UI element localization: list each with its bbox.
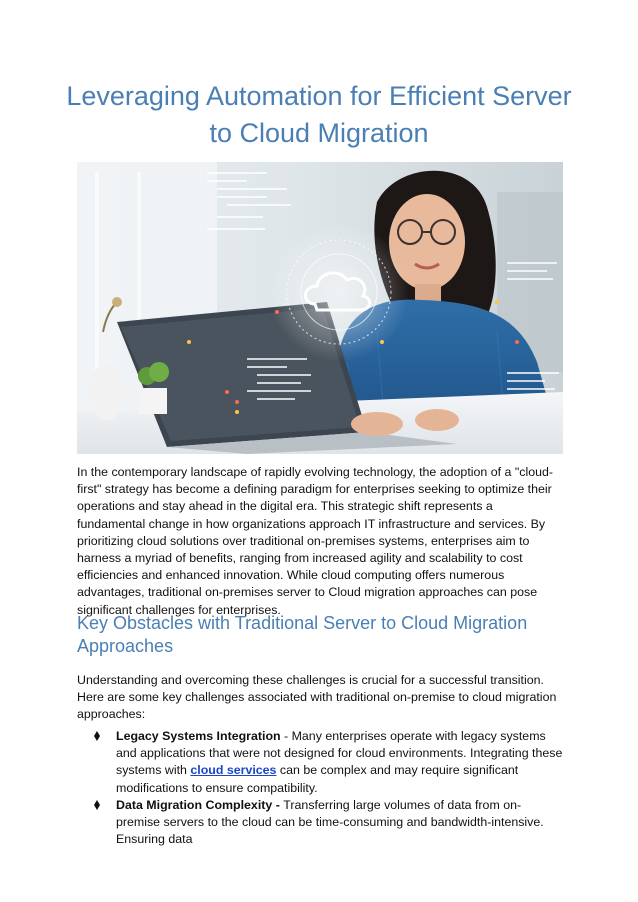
- section-heading: Key Obstacles with Traditional Server to Cloud Migration Approaches: [77, 613, 528, 656]
- cloud-services-link[interactable]: cloud services: [190, 763, 277, 778]
- challenge-term: Data Migration Complexity -: [116, 797, 284, 812]
- challenge-separator: -: [280, 729, 292, 743]
- intro-paragraph: In the contemporary landscape of rapidly evolving technology, the adoption of a "cloud-first" strategy has become a defining paradigm for enterprises seeking to optimize their operations and stay ahead in the digital era. This strategic shift represents a fundamental change in how organizations approach IT infrastructure and services. By prioritizing cloud solutions over traditional on-premises systems, enterprises aim to harness a myriad of benefits, ranging from increased agility and scalability to cost efficiencies and enhanced innovation. While cloud computing offers numerous advantages, traditional on-premises server to Cloud migration approaches can pose significant challenges for enterprises.: [77, 465, 553, 617]
- challenge-text: Many enterprises operate with legacy systems and applications that were not designed for cloud environments. Integrating these systems with: [116, 729, 563, 778]
- list-item: [77, 728, 563, 797]
- list-item: [77, 797, 563, 849]
- challenge-text: Transferring large volumes of data from on-premise servers to the cloud can be time-consuming and bandwidth-intensive. Ensuring data: [116, 797, 544, 847]
- section-intro-paragraph: Understanding and overcoming these challenges is crucial for a successful transition. Here are some key challenges associated with traditional on-premise to cloud migration approaches:: [77, 673, 557, 722]
- bullet-icon: [94, 800, 100, 810]
- hero-illustration: [77, 162, 563, 454]
- document-title: Leveraging Automation for Efficient Server to Cloud Migration: [66, 81, 572, 148]
- challenge-text-continued: can be complex and may require significant modifications to ensure compatibility.: [116, 763, 519, 795]
- challenge-term: Legacy Systems Integration: [116, 729, 281, 743]
- bullet-icon: [94, 731, 100, 741]
- hero-image: [77, 162, 563, 454]
- challenges-list: [77, 728, 563, 848]
